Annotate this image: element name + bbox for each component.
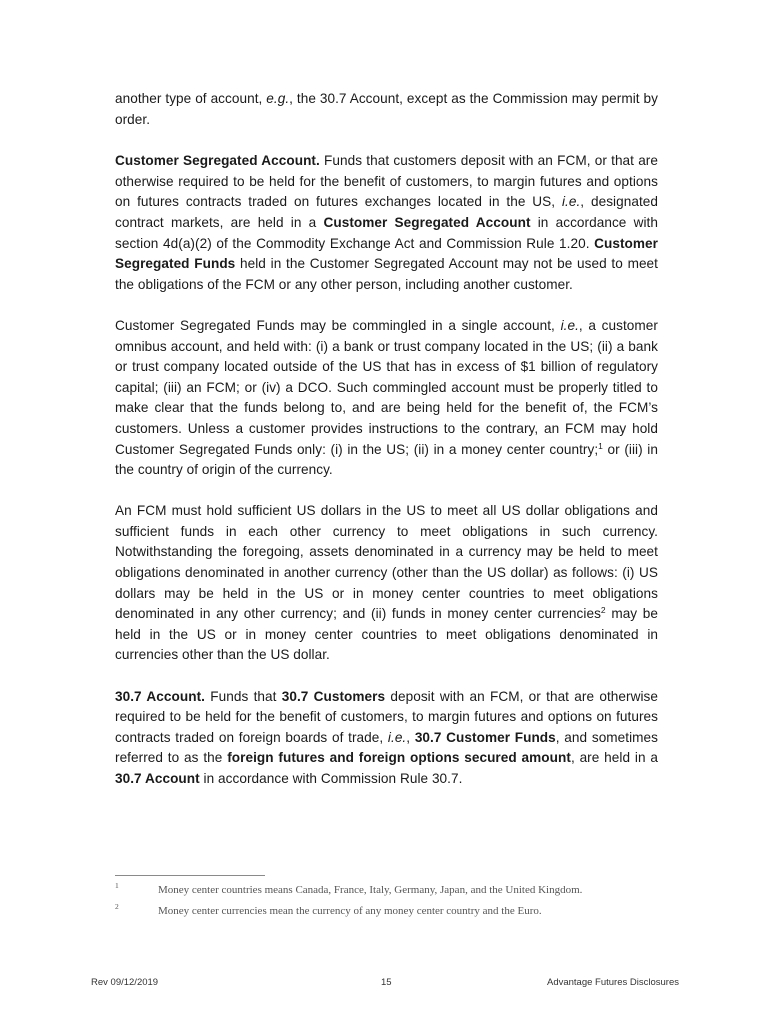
italic-abbreviation: i.e.: [387, 729, 407, 745]
paragraph-customer-segregated-account: [115, 151, 658, 295]
text-run: An FCM must hold sufficient US dollars in the US to meet all US dollar obligations and sufficient funds in each other currency to meet obligations in such currency. Notwithstanding the foregoing, assets denominated in a currency may be held to meet obligations denominated in another currency (other than the US dollar) as follows: (i) US dollars may be held in the US or in money center countries to meet obligations denominated in any other currency; and (ii) funds in money center currencies: [115, 503, 658, 622]
text-run: , designated contract markets, are held in a: [115, 194, 658, 230]
section-heading: Customer Segregated Account.: [115, 153, 320, 169]
defined-term: Customer Segregated Account: [323, 214, 531, 230]
defined-term: 30.7 Customers: [281, 688, 386, 704]
paragraph-commingled-funds: [115, 316, 658, 481]
footer-revision-date: Rev 09/12/2019: [91, 977, 159, 988]
paragraph-currency-obligations: [115, 501, 658, 666]
text-run: , are held in a: [570, 750, 658, 766]
text-run: may be held in the US or in money center countries to meet obligations denominated in currencies other than the US dollar.: [115, 606, 658, 663]
text-run: Funds that: [204, 688, 282, 704]
defined-term: Customer Segregated Funds: [115, 235, 658, 272]
text-run: , the 30.7 Account, except as the Commission may permit by order.: [115, 91, 658, 127]
footnote-number: 2: [115, 902, 119, 911]
footnote-separator: [115, 875, 265, 876]
text-run: or (iii) in the country of origin of the currency.: [115, 441, 658, 478]
text-run: deposit with an FCM, or that are otherwise required to be held for the benefit of customers, to margin futures and options on futures contracts traded on foreign boards of trade,: [115, 688, 658, 745]
text-run: Funds that customers deposit with an FCM, or that are otherwise required to be held for the benefit of customers, to margin futures and options on futures contracts traded on futures exchanges located in the US,: [115, 153, 658, 210]
paragraph-continuation: [115, 89, 658, 130]
text-run: , and sometimes referred to as the: [115, 729, 659, 766]
footer-page-number: 15: [381, 977, 392, 988]
defined-term: foreign futures and foreign options secured amount: [227, 750, 571, 766]
italic-abbreviation: i.e.: [561, 194, 581, 210]
text-run: , a customer omnibus account, and held with: (i) a bank or trust company located in the US; (ii) a bank or trust company located outside of the US that has in excess of $1 billion of regulatory capital; (iii) an FCM; or (iv) a DCO. Such commingled account must be properly titled to make clear that the funds belong to, and are being held for the benefit of, the FCM’s customers. Unless a customer provides instructions to the contrary, an FCM may hold Customer Segregated Funds only: (i) in the US; (ii) in a money center country;: [115, 317, 658, 457]
text-run: another type of account,: [115, 91, 267, 106]
italic-abbreviation: e.g.: [266, 91, 290, 106]
footer-document-title: Advantage Futures Disclosures: [546, 977, 679, 988]
section-heading: 30.7 Account.: [115, 688, 205, 704]
italic-abbreviation: i.e.: [560, 317, 579, 333]
text-run: Customer Segregated Funds may be commingled in a single account,: [115, 317, 561, 333]
footnote-reference-1[interactable]: 1: [598, 440, 603, 451]
defined-term: 30.7 Account: [115, 771, 200, 786]
paragraph-30-7-account: [115, 687, 658, 790]
defined-term: 30.7 Customer Funds: [414, 729, 556, 745]
footnote-number: 1: [115, 881, 119, 890]
footnote-reference-2[interactable]: 2: [600, 605, 606, 616]
footnote-text: Money center currencies mean the currency of any money center country and the Euro.: [158, 905, 542, 917]
body-text: [115, 89, 658, 810]
text-run: held in the Customer Segregated Account may not be used to meet the obligations of the FCM or any other person, including another customer.: [115, 256, 658, 292]
text-run: in accordance with Commission Rule 30.7.: [199, 771, 463, 786]
text-run: in accordance with section 4d(a)(2) of the Commodity Exchange Act and Commission Rule 1.20.: [115, 214, 658, 251]
footnote-text: Money center countries means Canada, France, Italy, Germany, Japan, and the United Kingdom.: [158, 884, 583, 896]
text-run: ,: [406, 729, 415, 745]
